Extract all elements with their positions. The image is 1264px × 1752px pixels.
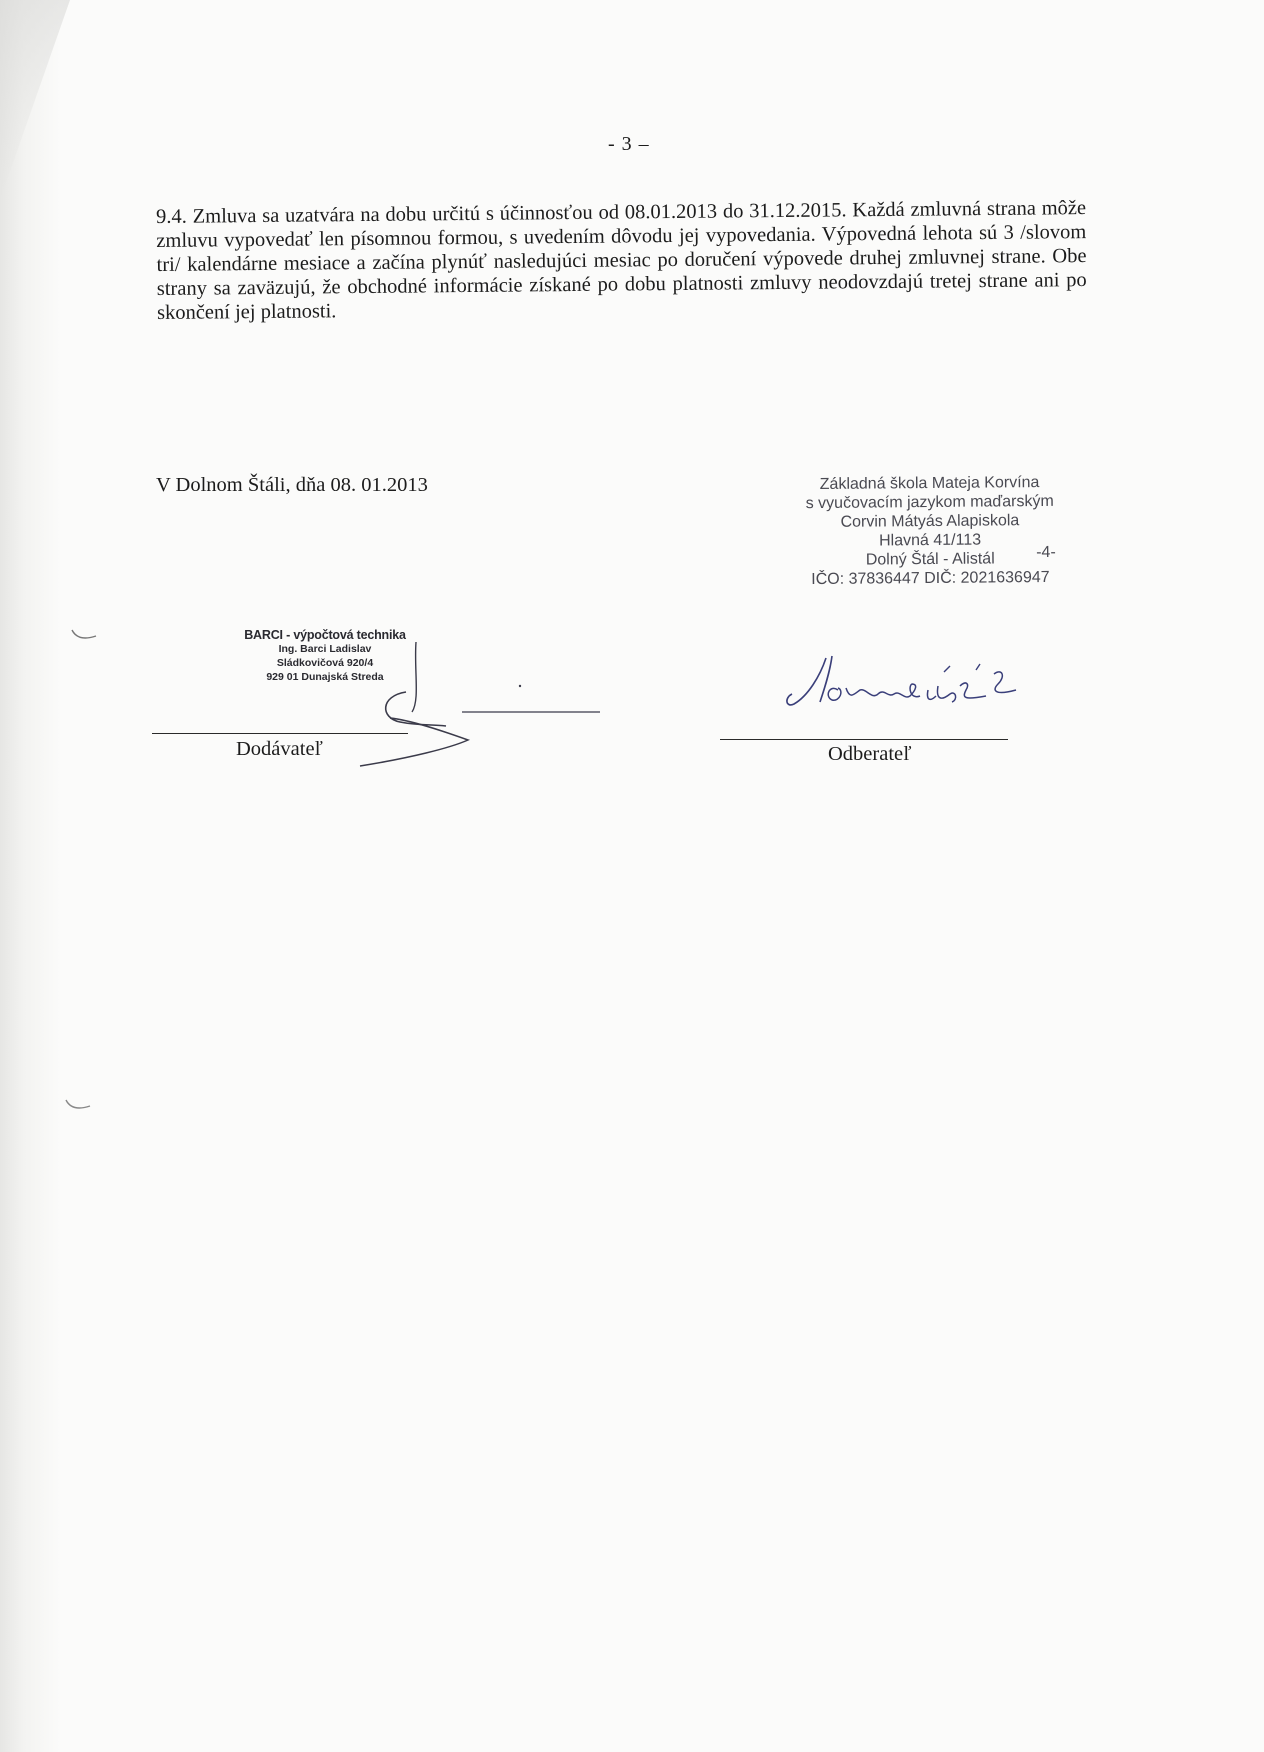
supplier-stamp-street: Sládkovičová 920/4 [276, 657, 374, 669]
punch-mark-upper [70, 628, 98, 640]
supplier-label: Dodávateľ [236, 738, 323, 760]
customer-signature [780, 650, 1060, 730]
school-stamp-line: Základná škola Mateja Korvína [819, 474, 1040, 493]
supplier-signature [350, 640, 610, 770]
customer-label: Odberateľ [828, 743, 912, 765]
supplier-stamp-city: 929 01 Dunajská Streda [266, 671, 384, 683]
page-number: - 3 – [608, 133, 650, 155]
scan-shadow-edge [0, 0, 60, 1752]
school-stamp-line: IČO: 37836447 DIČ: 2021636947 [811, 568, 1050, 589]
school-stamp-line: Dolný Štál - Alistál [865, 550, 995, 569]
school-stamp [760, 473, 1101, 590]
contract-clause-9-4: 9.4. Zmluva sa uzatvára na dobu určitú s účinnosťou od 08.01.2013 do 31.12.2015. Každá zmluvná strana môže zmluvu vypovedať len písomnou formou, s uvedením dôvodu jej vypovedania. Výpovedná lehota sú 3 /slovom tri/ kalendárne mesiace a začína plynúť nasledujúci mesiac po doručení výpovede druhej zmluvnej strane. Obe strany sa zaväzujú, že obchodné informácie získané po dobu platnosti zmluvy neodovzdajú tretej strane ani po skončení jej platnosti. [156, 197, 1087, 324]
school-stamp-line: s vyučovacím jazykom maďarským [805, 492, 1054, 513]
supplier-stamp-company: BARCI - výpočtová technika [244, 628, 406, 642]
punch-mark-lower [64, 1098, 92, 1110]
supplier-stamp-person: Ing. Barci Ladislav [278, 643, 372, 655]
place-and-date: V Dolnom Štáli, dňa 08. 01.2013 [156, 474, 428, 496]
customer-signature-line [720, 739, 1008, 740]
stamp-sheet-mark: -4- [1036, 543, 1056, 562]
supplier-signature-line [152, 733, 408, 734]
school-stamp-line: Corvin Mátyás Alapiskola [840, 512, 1020, 531]
school-stamp-line: Hlavná 41/113 [879, 531, 982, 550]
